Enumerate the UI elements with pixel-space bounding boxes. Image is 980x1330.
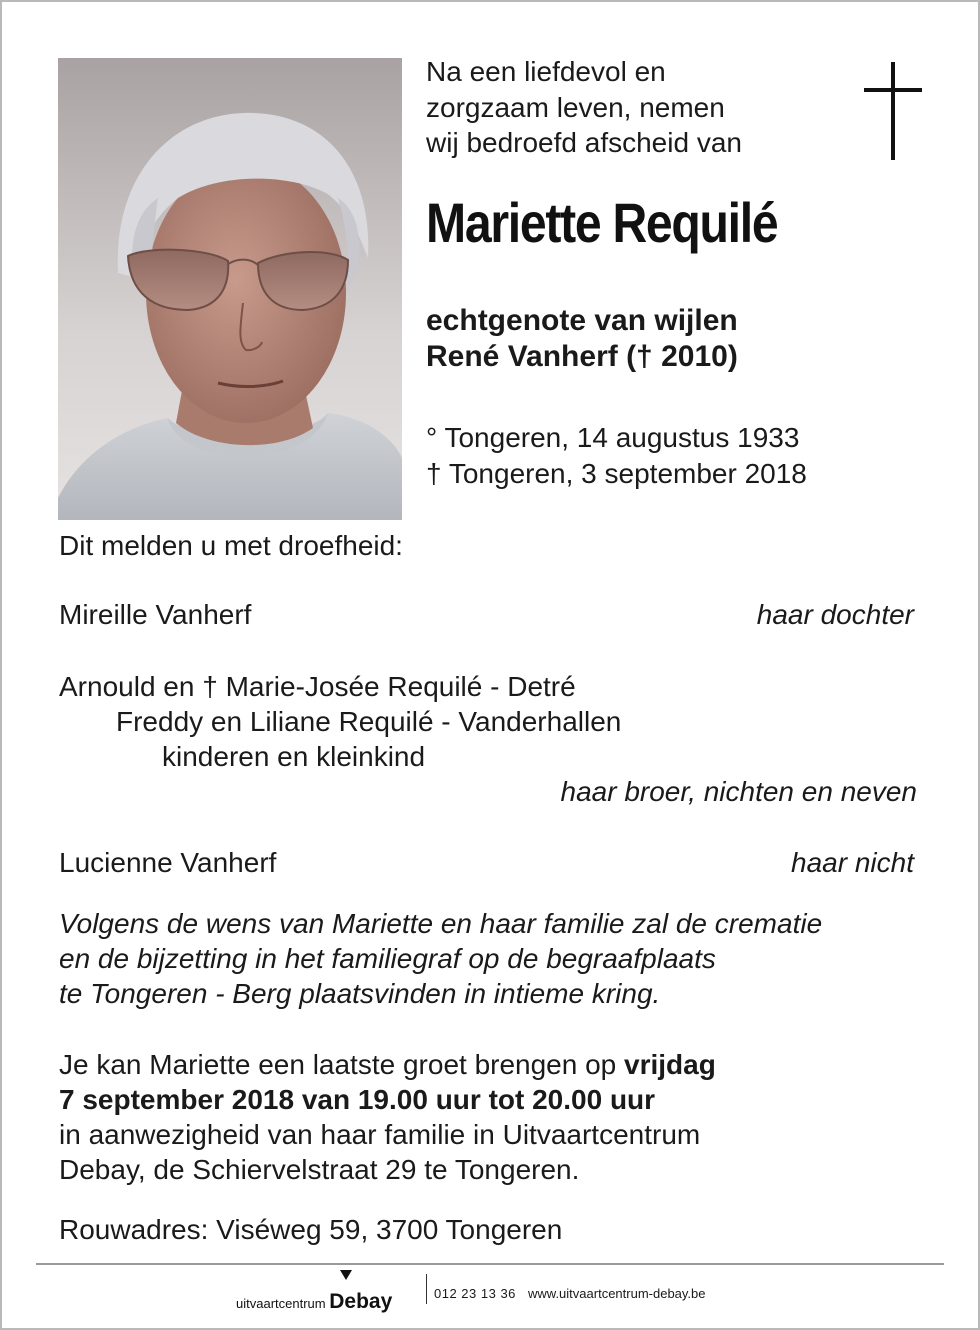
mourning-address: Rouwadres: Viséweg 59, 3700 Tongeren (59, 1214, 563, 1245)
family-line: Freddy en Liliane Requilé - Vanderhallen (116, 706, 622, 737)
wish-line: Volgens de wens van Mariette en haar familie zal de crematie (59, 908, 823, 939)
footer-website[interactable]: www.uitvaartcentrum-debay.be (528, 1286, 706, 1301)
brand-triangle-icon (340, 1270, 352, 1280)
footer-separator (426, 1274, 427, 1304)
relative-name: Mireille Vanherf (59, 599, 252, 630)
wish-line: te Tongeren - Berg plaatsvinden in intieme kring. (59, 978, 661, 1009)
visit-text: Je kan Mariette een laatste groet brengen op (59, 1049, 625, 1080)
portrait-photo (58, 58, 402, 520)
cremation-wish (59, 906, 822, 1011)
brand-big: Debay (329, 1290, 393, 1313)
announcement: Dit melden u met droefheid: (59, 530, 403, 561)
visit-datetime: 7 september 2018 van 19.00 uur tot 20.00 uur (59, 1084, 656, 1115)
spouse-line: echtgenote van wijlen (426, 304, 738, 337)
deceased-name: Mariette Requilé (426, 191, 778, 254)
cross-icon (864, 62, 922, 160)
family-line: kinderen en kleinkind (162, 741, 426, 772)
relative-name: Lucienne Vanherf (59, 847, 277, 878)
death-date: † Tongeren, 3 september 2018 (426, 458, 807, 489)
spouse-line: René Vanherf († 2010) (426, 340, 738, 373)
visit-line: Debay, de Schiervelstraat 29 te Tongeren. (59, 1154, 580, 1185)
relative-relation: haar nicht (791, 847, 914, 878)
footer-phone: 012 23 13 36 (434, 1286, 516, 1301)
footer-divider (36, 1263, 944, 1265)
portrait-image (58, 58, 402, 520)
birth-date: ° Tongeren, 14 augustus 1933 (426, 422, 800, 453)
intro-text (426, 54, 742, 161)
visit-line: in aanwezigheid van haar familie in Uitvaartcentrum (59, 1119, 701, 1150)
spouse-info (426, 303, 738, 375)
visit-day: vrijdag (624, 1049, 716, 1080)
visitation-info (59, 1047, 716, 1187)
life-dates (426, 420, 807, 492)
intro-line: zorgzaam leven, nemen (426, 91, 725, 123)
brand-logo (236, 1290, 392, 1314)
visit-line (59, 1082, 716, 1117)
relative-relation: haar broer, nichten en neven (560, 776, 917, 807)
relative-relation: haar dochter (756, 599, 914, 630)
visit-line (59, 1047, 716, 1082)
intro-line: wij bedroefd afscheid van (426, 127, 742, 158)
footer (236, 1268, 796, 1313)
brand-small: uitvaartcentrum (236, 1296, 326, 1311)
wish-line: en de bijzetting in het familiegraf op de begraafplaats (59, 943, 716, 974)
intro-line: Na een liefdevol en (426, 56, 666, 87)
family-line: Arnould en † Marie-Josée Requilé - Detré (59, 671, 576, 702)
